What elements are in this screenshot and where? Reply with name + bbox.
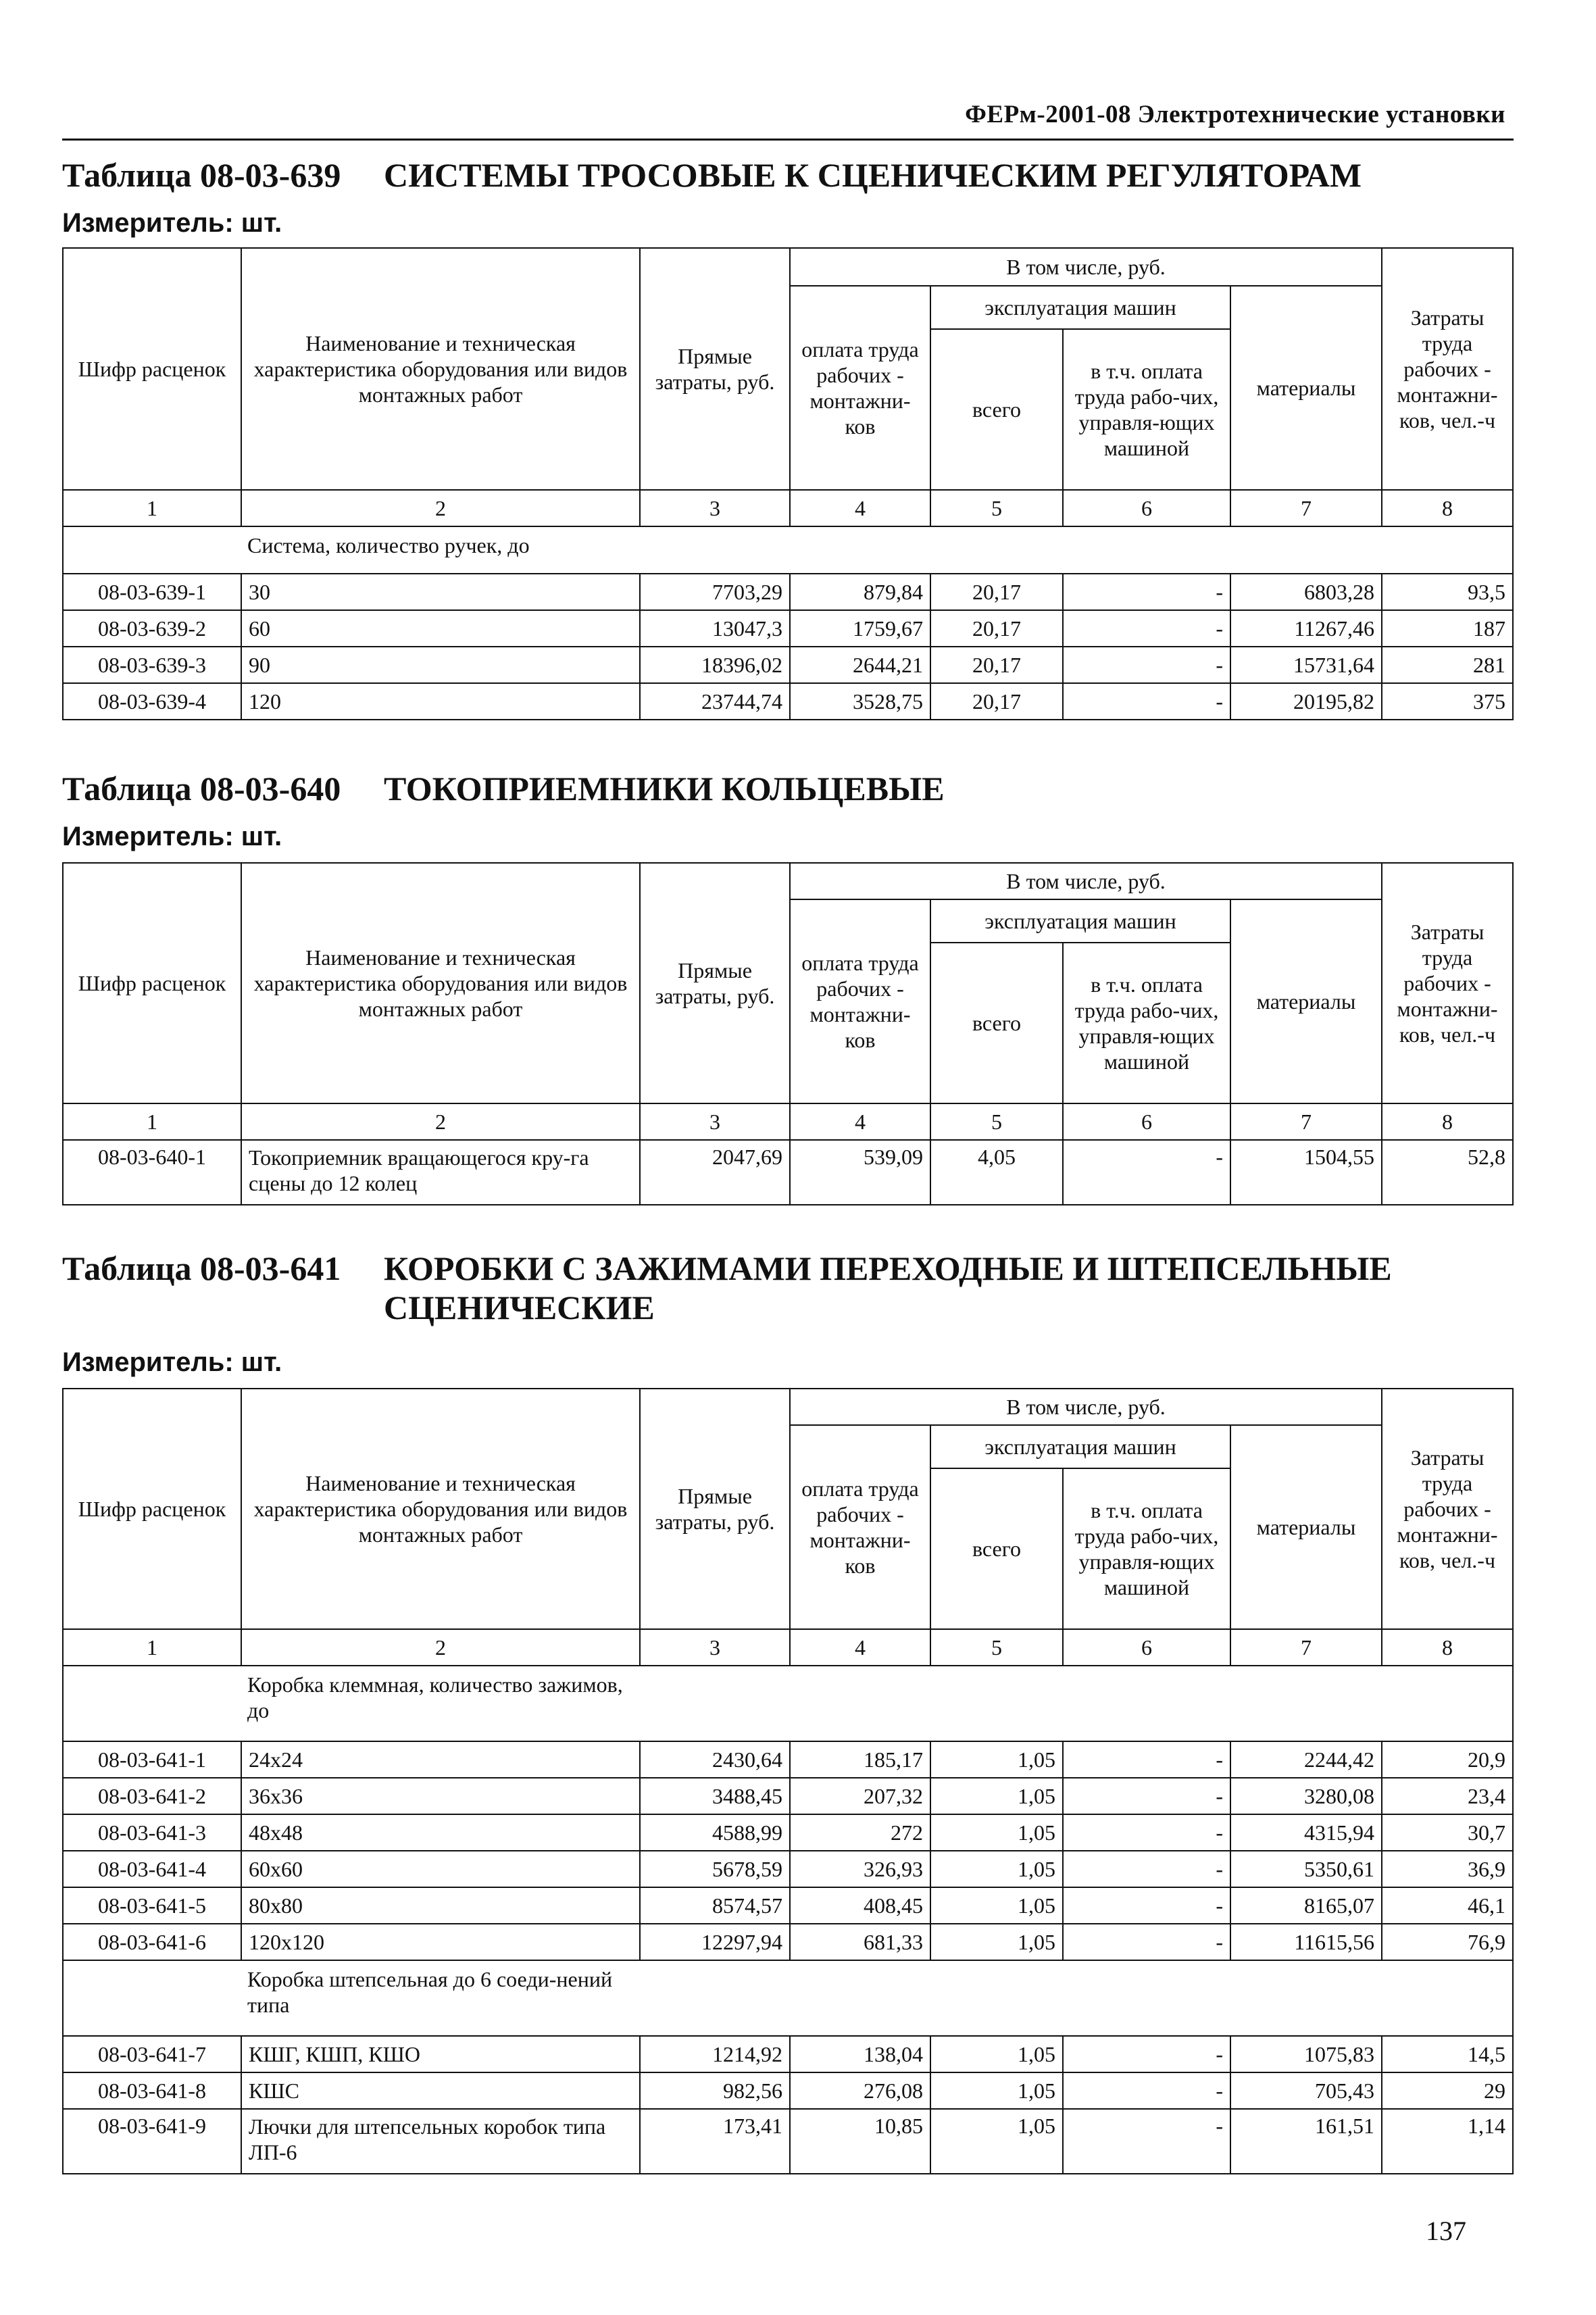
col-number: 2 (241, 1103, 640, 1140)
machine-labor-cost: - (1063, 1140, 1230, 1205)
direct-cost: 3488,45 (640, 1778, 790, 1814)
table-row (63, 1741, 1513, 1778)
machine-cost: 20,17 (930, 683, 1063, 720)
col-number: 3 (640, 1629, 790, 1666)
col-number: 8 (1382, 490, 1513, 526)
col-code: Шифр расценок (63, 248, 241, 490)
col-materials: материалы (1230, 1425, 1382, 1629)
machine-labor-cost: - (1063, 2036, 1230, 2072)
col-mach-total: всего (930, 329, 1063, 490)
rate-name: 80x80 (241, 1887, 640, 1924)
materials-cost: 3280,08 (1230, 1778, 1382, 1814)
col-mach-labor: в т.ч. оплата труда рабо-чих, управля-ющих машиной (1063, 329, 1230, 490)
machine-cost: 1,05 (930, 1741, 1063, 1778)
group-label: Коробка штепсельная до 6 соеди-нений типа (63, 1960, 1513, 2036)
rate-code: 08-03-641-6 (63, 1924, 241, 1960)
direct-cost: 982,56 (640, 2072, 790, 2109)
table-row (63, 1778, 1513, 1814)
table-number: Таблица 08-03-640 (62, 770, 341, 807)
machine-labor-cost: - (1063, 1741, 1230, 1778)
col-labor-pay: оплата труда рабочих - монтажни-ков (790, 899, 930, 1103)
labor-hours: 375 (1382, 683, 1513, 720)
col-mach-labor: в т.ч. оплата труда рабо-чих, управля-ющих машиной (1063, 1468, 1230, 1629)
col-number: 5 (930, 1103, 1063, 1140)
machine-cost: 20,17 (930, 610, 1063, 647)
rate-name: 90 (241, 647, 640, 683)
materials-cost: 705,43 (1230, 2072, 1382, 2109)
table-row (63, 647, 1513, 683)
labor-hours: 23,4 (1382, 1778, 1513, 1814)
labor-hours: 29 (1382, 2072, 1513, 2109)
unit-label-641: Измеритель: шт. (62, 1347, 282, 1377)
labor-cost: 207,32 (790, 1778, 930, 1814)
rate-name: 120x120 (241, 1924, 640, 1960)
page-header: ФЕРм-2001-08 Электротехнические установки (965, 101, 1505, 128)
materials-cost: 2244,42 (1230, 1741, 1382, 1778)
col-number: 7 (1230, 1629, 1382, 1666)
col-number: 2 (241, 490, 640, 526)
table-row (63, 2036, 1513, 2072)
labor-hours: 76,9 (1382, 1924, 1513, 1960)
machine-labor-cost: - (1063, 2072, 1230, 2109)
labor-cost: 326,93 (790, 1851, 930, 1887)
labor-hours: 14,5 (1382, 2036, 1513, 2072)
labor-hours: 281 (1382, 647, 1513, 683)
labor-hours: 20,9 (1382, 1741, 1513, 1778)
header-rule (62, 139, 1514, 141)
col-machines: эксплуатация машин (930, 899, 1230, 943)
machine-cost: 1,05 (930, 1924, 1063, 1960)
labor-cost: 2644,21 (790, 647, 930, 683)
rates-table-639 (62, 247, 1514, 720)
table-row (63, 574, 1513, 610)
col-number: 4 (790, 1629, 930, 1666)
rate-name: 30 (241, 574, 640, 610)
col-name: Наименование и техническая характеристика оборудования или видов монтажных работ (241, 863, 640, 1103)
direct-cost: 23744,74 (640, 683, 790, 720)
group-row (63, 1960, 1513, 2036)
col-number: 6 (1063, 1103, 1230, 1140)
machine-cost: 1,05 (930, 1778, 1063, 1814)
col-number: 7 (1230, 490, 1382, 526)
rate-code: 08-03-639-1 (63, 574, 241, 610)
labor-hours: 1,14 (1382, 2109, 1513, 2174)
col-direct: Прямые затраты, руб. (640, 1389, 790, 1629)
machine-cost: 20,17 (930, 647, 1063, 683)
rate-name: Лючки для штепсельных коробок типа ЛП-6 (241, 2109, 640, 2174)
machine-labor-cost: - (1063, 683, 1230, 720)
labor-hours: 30,7 (1382, 1814, 1513, 1851)
machine-cost: 1,05 (930, 1887, 1063, 1924)
table-row (63, 2109, 1513, 2174)
machine-labor-cost: - (1063, 1814, 1230, 1851)
machine-labor-cost: - (1063, 2109, 1230, 2174)
machine-cost: 1,05 (930, 2109, 1063, 2174)
unit-label-639: Измеритель: шт. (62, 208, 282, 238)
machine-cost: 20,17 (930, 574, 1063, 610)
group-row (63, 526, 1513, 574)
materials-cost: 6803,28 (1230, 574, 1382, 610)
labor-cost: 1759,67 (790, 610, 930, 647)
direct-cost: 5678,59 (640, 1851, 790, 1887)
rate-name: 36x36 (241, 1778, 640, 1814)
rate-code: 08-03-640-1 (63, 1140, 241, 1205)
rates-table-640 (62, 862, 1514, 1205)
labor-cost: 408,45 (790, 1887, 930, 1924)
col-number: 6 (1063, 1629, 1230, 1666)
direct-cost: 4588,99 (640, 1814, 790, 1851)
labor-cost: 272 (790, 1814, 930, 1851)
unit-label-640: Измеритель: шт. (62, 822, 282, 851)
direct-cost: 8574,57 (640, 1887, 790, 1924)
rate-name: Токоприемник вращающегося кру-га сцены до 12 колец (241, 1140, 640, 1205)
table-row (63, 1140, 1513, 1205)
direct-cost: 18396,02 (640, 647, 790, 683)
col-number: 7 (1230, 1103, 1382, 1140)
rate-name: 48x48 (241, 1814, 640, 1851)
direct-cost: 2430,64 (640, 1741, 790, 1778)
labor-hours: 52,8 (1382, 1140, 1513, 1205)
col-number: 6 (1063, 490, 1230, 526)
col-direct: Прямые затраты, руб. (640, 863, 790, 1103)
machine-cost: 1,05 (930, 1814, 1063, 1851)
direct-cost: 13047,3 (640, 610, 790, 647)
rate-name: 60x60 (241, 1851, 640, 1887)
labor-hours: 93,5 (1382, 574, 1513, 610)
rate-code: 08-03-639-2 (63, 610, 241, 647)
col-mach-labor: в т.ч. оплата труда рабо-чих, управля-ющих машиной (1063, 943, 1230, 1103)
rates-table-641 (62, 1388, 1514, 2174)
rate-code: 08-03-641-3 (63, 1814, 241, 1851)
col-number: 1 (63, 1629, 241, 1666)
labor-cost: 879,84 (790, 574, 930, 610)
col-machines: эксплуатация машин (930, 1425, 1230, 1468)
col-number: 2 (241, 1629, 640, 1666)
rate-code: 08-03-641-1 (63, 1741, 241, 1778)
page-number: 137 (1426, 2216, 1466, 2246)
table-row (63, 1814, 1513, 1851)
col-labor-pay: оплата труда рабочих - монтажни-ков (790, 1425, 930, 1629)
col-number: 4 (790, 1103, 930, 1140)
col-number: 3 (640, 1103, 790, 1140)
machine-cost: 1,05 (930, 1851, 1063, 1887)
col-number: 4 (790, 490, 930, 526)
table-number: Таблица 08-03-641 (62, 1249, 341, 1287)
col-incl: В том числе, руб. (790, 863, 1382, 899)
col-labor-hours: Затраты труда рабочих - монтажни-ков, чел.-ч (1382, 863, 1513, 1103)
col-machines: эксплуатация машин (930, 286, 1230, 329)
col-number: 1 (63, 490, 241, 526)
col-code: Шифр расценок (63, 1389, 241, 1629)
table-name: СИСТЕМЫ ТРОСОВЫЕ К СЦЕНИЧЕСКИМ РЕГУЛЯТОРАМ (384, 156, 1362, 194)
rate-code: 08-03-639-4 (63, 683, 241, 720)
rate-name: КШГ, КШП, КШО (241, 2036, 640, 2072)
machine-labor-cost: - (1063, 1851, 1230, 1887)
rate-name: 60 (241, 610, 640, 647)
group-row (63, 1666, 1513, 1741)
rate-code: 08-03-641-9 (63, 2109, 241, 2174)
materials-cost: 1075,83 (1230, 2036, 1382, 2072)
table-row (63, 2072, 1513, 2109)
rate-name: 120 (241, 683, 640, 720)
col-number: 8 (1382, 1629, 1513, 1666)
machine-labor-cost: - (1063, 574, 1230, 610)
machine-labor-cost: - (1063, 1778, 1230, 1814)
table-row (63, 1851, 1513, 1887)
materials-cost: 20195,82 (1230, 683, 1382, 720)
table-name: ТОКОПРИЕМНИКИ КОЛЬЦЕВЫЕ (384, 770, 945, 807)
labor-cost: 539,09 (790, 1140, 930, 1205)
col-name: Наименование и техническая характеристика оборудования или видов монтажных работ (241, 248, 640, 490)
materials-cost: 8165,07 (1230, 1887, 1382, 1924)
labor-cost: 3528,75 (790, 683, 930, 720)
rate-code: 08-03-641-2 (63, 1778, 241, 1814)
table-row (63, 1924, 1513, 1960)
materials-cost: 4315,94 (1230, 1814, 1382, 1851)
materials-cost: 1504,55 (1230, 1140, 1382, 1205)
direct-cost: 2047,69 (640, 1140, 790, 1205)
col-number: 3 (640, 490, 790, 526)
machine-cost: 4,05 (930, 1140, 1063, 1205)
machine-labor-cost: - (1063, 610, 1230, 647)
col-name: Наименование и техническая характеристика оборудования или видов монтажных работ (241, 1389, 640, 1629)
table-name: КОРОБКИ С ЗАЖИМАМИ ПЕРЕХОДНЫЕ И ШТЕПСЕЛЬНЫЕ СЦЕНИЧЕСКИЕ (384, 1249, 1392, 1326)
col-number: 8 (1382, 1103, 1513, 1140)
col-mach-total: всего (930, 943, 1063, 1103)
rate-name: КШС (241, 2072, 640, 2109)
labor-cost: 185,17 (790, 1741, 930, 1778)
machine-labor-cost: - (1063, 1887, 1230, 1924)
labor-hours: 46,1 (1382, 1887, 1513, 1924)
direct-cost: 12297,94 (640, 1924, 790, 1960)
col-number: 1 (63, 1103, 241, 1140)
table-row (63, 610, 1513, 647)
labor-cost: 138,04 (790, 2036, 930, 2072)
machine-cost: 1,05 (930, 2036, 1063, 2072)
col-direct: Прямые затраты, руб. (640, 248, 790, 490)
rate-code: 08-03-641-5 (63, 1887, 241, 1924)
materials-cost: 11267,46 (1230, 610, 1382, 647)
rate-code: 08-03-641-4 (63, 1851, 241, 1887)
col-materials: материалы (1230, 286, 1382, 490)
col-mach-total: всего (930, 1468, 1063, 1629)
labor-cost: 681,33 (790, 1924, 930, 1960)
rate-code: 08-03-639-3 (63, 647, 241, 683)
group-label: Система, количество ручек, до (63, 526, 1513, 574)
machine-cost: 1,05 (930, 2072, 1063, 2109)
direct-cost: 7703,29 (640, 574, 790, 610)
labor-hours: 187 (1382, 610, 1513, 647)
col-code: Шифр расценок (63, 863, 241, 1103)
machine-labor-cost: - (1063, 647, 1230, 683)
col-number: 5 (930, 1629, 1063, 1666)
rate-name: 24x24 (241, 1741, 640, 1778)
labor-hours: 36,9 (1382, 1851, 1513, 1887)
col-number: 5 (930, 490, 1063, 526)
materials-cost: 5350,61 (1230, 1851, 1382, 1887)
materials-cost: 15731,64 (1230, 647, 1382, 683)
col-incl: В том числе, руб. (790, 1389, 1382, 1425)
machine-labor-cost: - (1063, 1924, 1230, 1960)
table-row (63, 683, 1513, 720)
col-labor-pay: оплата труда рабочих - монтажни-ков (790, 286, 930, 490)
direct-cost: 173,41 (640, 2109, 790, 2174)
materials-cost: 161,51 (1230, 2109, 1382, 2174)
col-incl: В том числе, руб. (790, 248, 1382, 286)
col-labor-hours: Затраты труда рабочих - монтажни-ков, чел.-ч (1382, 248, 1513, 490)
col-labor-hours: Затраты труда рабочих - монтажни-ков, чел.-ч (1382, 1389, 1513, 1629)
materials-cost: 11615,56 (1230, 1924, 1382, 1960)
rate-code: 08-03-641-8 (63, 2072, 241, 2109)
group-label: Коробка клеммная, количество зажимов, до (63, 1666, 1513, 1741)
rate-code: 08-03-641-7 (63, 2036, 241, 2072)
labor-cost: 276,08 (790, 2072, 930, 2109)
direct-cost: 1214,92 (640, 2036, 790, 2072)
table-row (63, 1887, 1513, 1924)
table-number: Таблица 08-03-639 (62, 156, 341, 194)
labor-cost: 10,85 (790, 2109, 930, 2174)
col-materials: материалы (1230, 899, 1382, 1103)
